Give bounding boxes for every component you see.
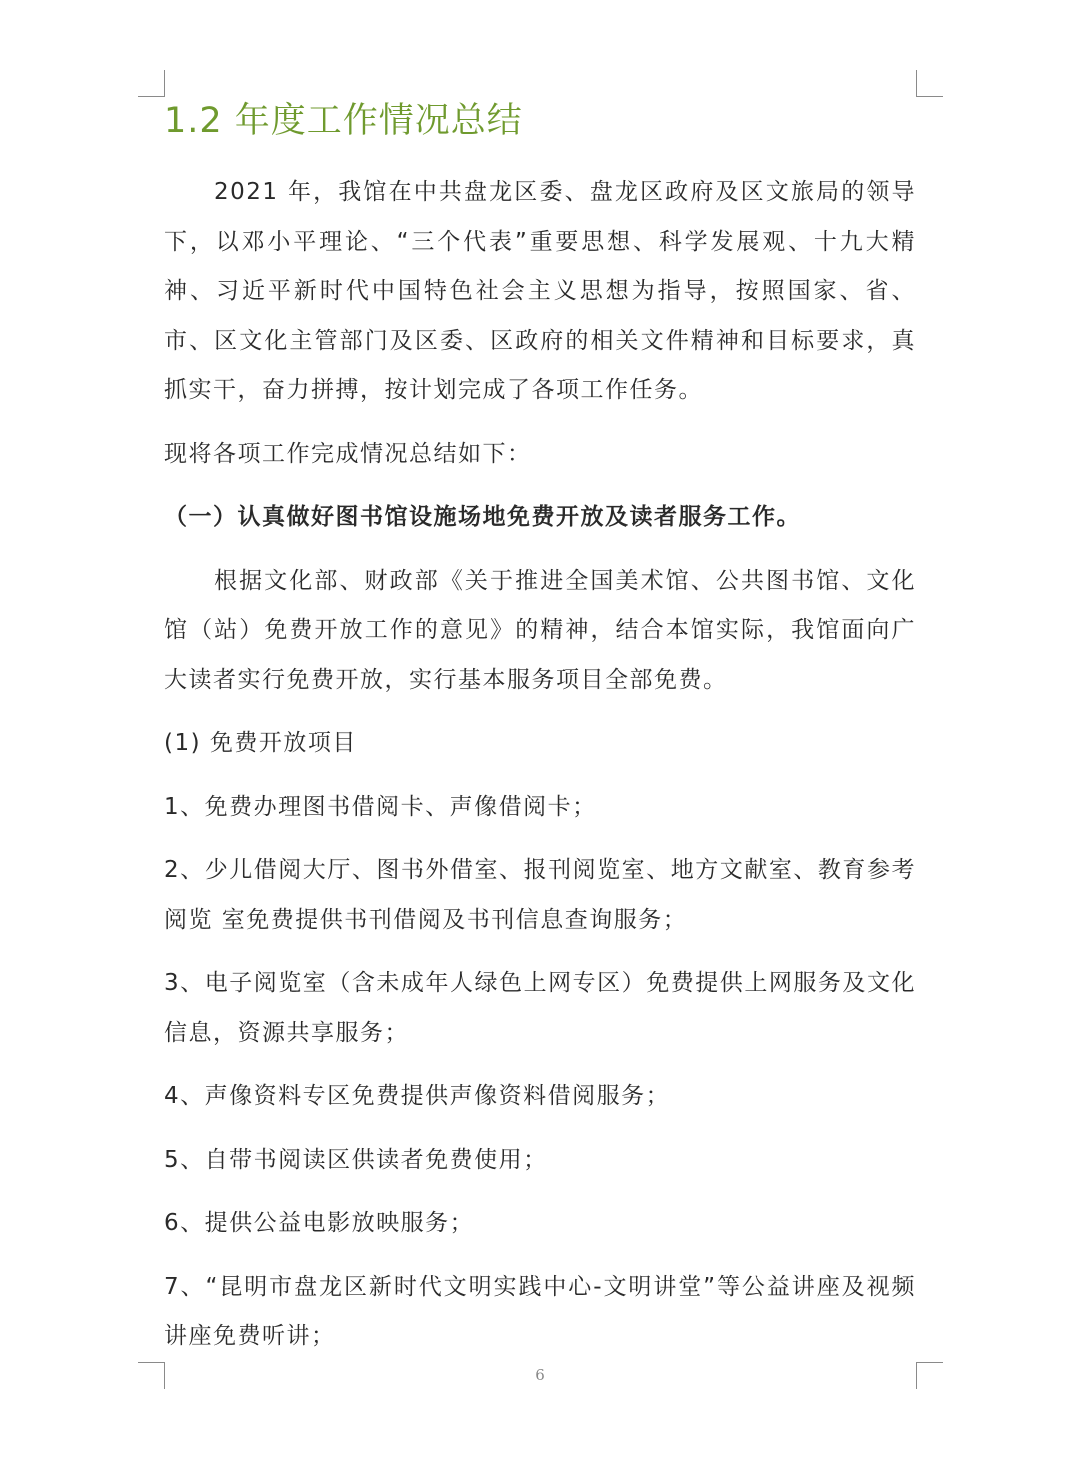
intro-paragraph: 2021 年，我馆在中共盘龙区委、盘龙区政府及区文旅局的领导下，以邓小平理论、“三个代表”重要思想、科学发展观、十九大精神、习近平新时代中国特色社会主义思想为指导，按照国家、省、市、区文化主管部门及区委、区政府的相关文件精神和目标要求，真抓实干，奋力拼搏，按计划完成了各项工作任务。	[164, 179, 916, 403]
section-heading: 1.2 年度工作情况总结	[164, 101, 523, 141]
crop-mark-top-right	[916, 70, 943, 97]
list-item: 3、电子阅览室（含未成年人绿色上网专区）免费提供上网服务及文化信息，资源共享服务；	[164, 970, 916, 1046]
list-item: 7、“昆明市盘龙区新时代文明实践中心-文明讲堂”等公益讲座及视频讲座免费听讲；	[164, 1273, 916, 1349]
summary-lead: 现将各项工作完成情况总结如下：	[164, 440, 532, 467]
subsection-title-one: （一）认真做好图书馆设施场地免费开放及读者服务工作。	[164, 504, 801, 530]
list-item: 6、提供公益电影放映服务；	[164, 1210, 475, 1236]
list-item: 2、少儿借阅大厅、图书外借室、报刊阅览室、地方文献室、教育参考阅览 室免费提供书刊借阅及书刊信息查询服务；	[164, 857, 916, 933]
crop-mark-top-left	[138, 70, 165, 97]
list-item: 4、声像资料专区免费提供声像资料借阅服务；	[164, 1083, 671, 1109]
free-opening-paragraph: 根据文化部、财政部《关于推进全国美术馆、公共图书馆、文化馆（站）免费开放工作的意见》的精神，结合本馆实际，我馆面向广大读者实行免费开放，实行基本服务项目全部免费。	[164, 567, 916, 693]
free-projects-title: (1) 免费开放项目	[164, 730, 357, 756]
page-number: 6	[535, 1366, 545, 1384]
document-body	[164, 96, 916, 1362]
list-item: 1、免费办理图书借阅卡、声像借阅卡；	[164, 793, 597, 820]
list-item: 5、自带书阅读区供读者免费使用；	[164, 1146, 548, 1173]
